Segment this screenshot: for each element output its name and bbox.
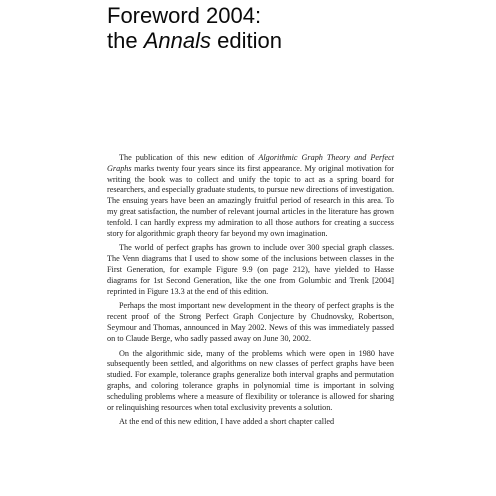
chapter-title-line-1: Foreword 2004: (107, 3, 262, 28)
chapter-title (107, 3, 282, 53)
paragraph-1-text-end: marks twenty four years since its first appearance. My original motivation for writing the book was to collect and unify the topic to act as a spring board for researchers, and especially graduate students, to pursue new directions of investigation. The ensuing years have been an amazingly fruitful period of research in this area. To my great satisfaction, the number of relevant journal articles in the literature has grown tenfold. I can hardly express my admiration to all those authors for creating a success story for algorithmic graph theory far beyond my own imagination. (107, 163, 394, 238)
chapter-title-prefix: the (107, 28, 144, 53)
paragraph-3 (107, 301, 394, 344)
paragraph-1-text-start: The publication of this new edition of (119, 153, 259, 162)
paragraph-4 (107, 349, 394, 414)
paragraph-4-text: On the algorithmic side, many of the problems which were open in 1980 have subsequently been settled, and algorithms on new classes of perfect graphs have been studied. For example, tolerance graphs generalize both interval graphs and permutation graphs, and coloring tolerance graphs in polynomial time is important in solving scheduling problems where a measure of flexibility or tolerance is allowed for sharing or relinquishing resources when total exclusivity prevents a solution. (107, 348, 394, 412)
paragraph-3-text: Perhaps the most important new development in the theory of perfect graphs is the recent proof of the Strong Perfect Graph Conjecture by Chudnovsky, Robertson, Seymour and Thomas, announced in May 2002. News of this was immediately passed on to Claude Berge, who sadly passed away on June 30, 2002. (107, 301, 394, 343)
paragraph-1-book-title: Algorithmic Graph Theory and Perfect Graphs (107, 153, 394, 173)
paragraph-5 (107, 417, 394, 428)
foreword-body (107, 153, 394, 432)
paragraph-1 (107, 153, 394, 239)
chapter-title-suffix: edition (210, 28, 282, 53)
paragraph-5-text: At the end of this new edition, I have added a short chapter called (119, 417, 335, 427)
chapter-title-italic-word: Annals (143, 28, 211, 53)
paragraph-2 (107, 243, 394, 297)
paragraph-2-text: The world of perfect graphs has grown to include over 300 special graph classes. The Venn diagrams that I used to show some of the inclusions between classes in the First Generation, for example Figure 9.9 (on page 212), have yielded to Hasse diagrams for 1st Second Generation, like the one from Golumbic and Trenk [2004] reprinted in Figure 13.3 at the end of this edition. (107, 243, 394, 296)
